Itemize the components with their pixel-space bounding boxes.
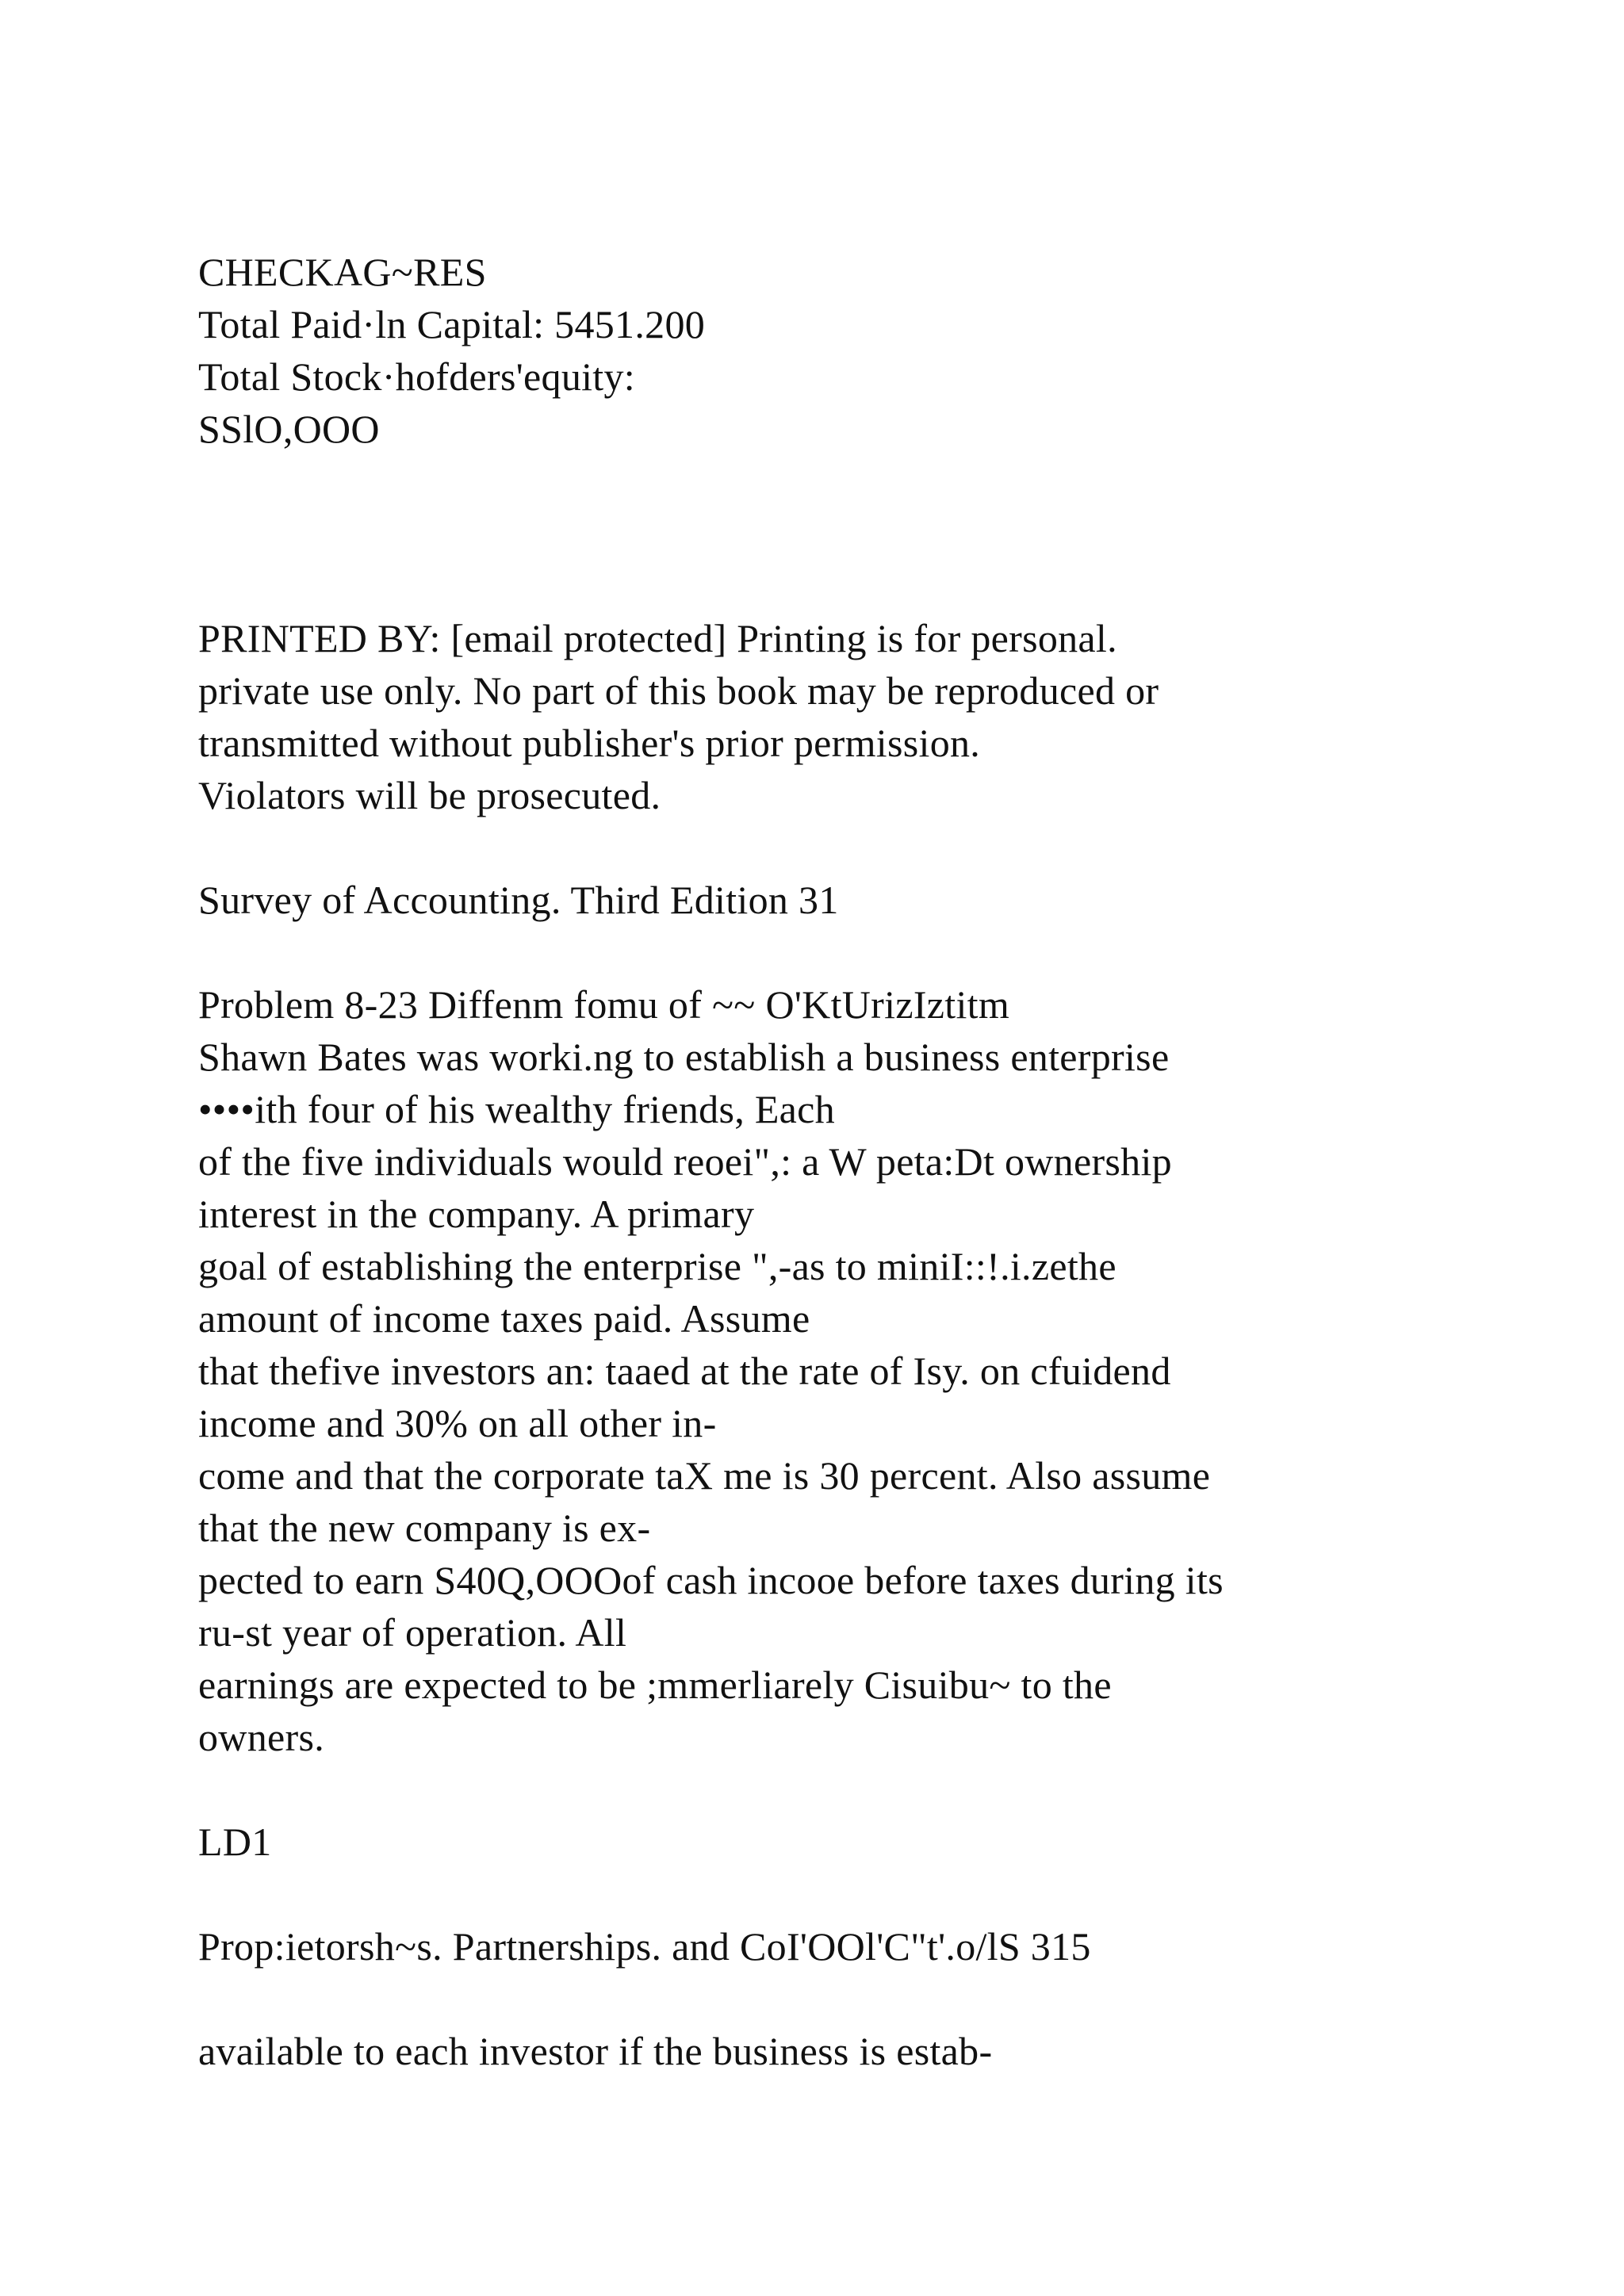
book-title-page-number: Survey of Accounting. Third Edition 31 [198,878,839,922]
problem-text-line: owners. [198,1715,325,1759]
check-figures-heading: CHECKAG~RES [198,250,487,294]
problem-text-line: goal of establishing the enterprise ",-as to miniI::!.i.zethe [198,1244,1116,1288]
problem-text-line: ••••ith four of his wealthy friends, Each [198,1087,835,1131]
problem-text-line: of the five individuals would reoei",: a W peta:Dt ownership [198,1139,1172,1184]
copyright-notice-line-3: transmitted without publisher's prior permission. [198,721,981,765]
problem-text-line: amount of income taxes paid. Assume [198,1296,810,1341]
problem-text-line: interest in the company. A primary [198,1192,755,1236]
total-stockholders-equity-value: SSlO,OOO [198,407,380,451]
continuation-text-line: available to each investor if the business is estab- [198,2029,993,2073]
problem-text-line: income and 30% on all other in- [198,1401,717,1445]
copyright-notice-line-2: private use only. No part of this book may be reproduced or [198,668,1159,713]
problem-text-line: that the new company is ex- [198,1506,651,1550]
learning-objective-label: LD1 [198,1820,272,1864]
problem-text-line: that thefive investors an: taaed at the rate of Isy. on cfuidend [198,1349,1171,1393]
printed-by-notice: PRINTED BY: [email protected] Printing is for personal. [198,616,1117,660]
total-paid-in-capital: Total Paid·ln Capital: 5451.200 [198,302,706,346]
problem-text-line: earnings are expected to be ;mmerliarely Cisuibu~ to the [198,1663,1112,1707]
problem-text-line: Shawn Bates was worki.ng to establish a business enterprise [198,1035,1170,1079]
total-stockholders-equity-label: Total Stock·hofders'equity: [198,354,635,399]
chapter-running-header: Prop:ietorsh~s. Partnerships. and CoI'OOl'C"t'.o/lS 315 [198,1924,1091,1969]
problem-text-line: pected to earn S40Q,OOOof cash incooe before taxes during its [198,1558,1224,1602]
problem-heading: Problem 8-23 Diffenm fomu of ~~ O'KtUrizIztitm [198,982,1010,1027]
copyright-notice-line-4: Violators will be prosecuted. [198,773,661,817]
problem-text-line: come and that the corporate taX me is 30 percent. Also assume [198,1453,1211,1498]
problem-text-line: ru-st year of operation. All [198,1610,627,1655]
